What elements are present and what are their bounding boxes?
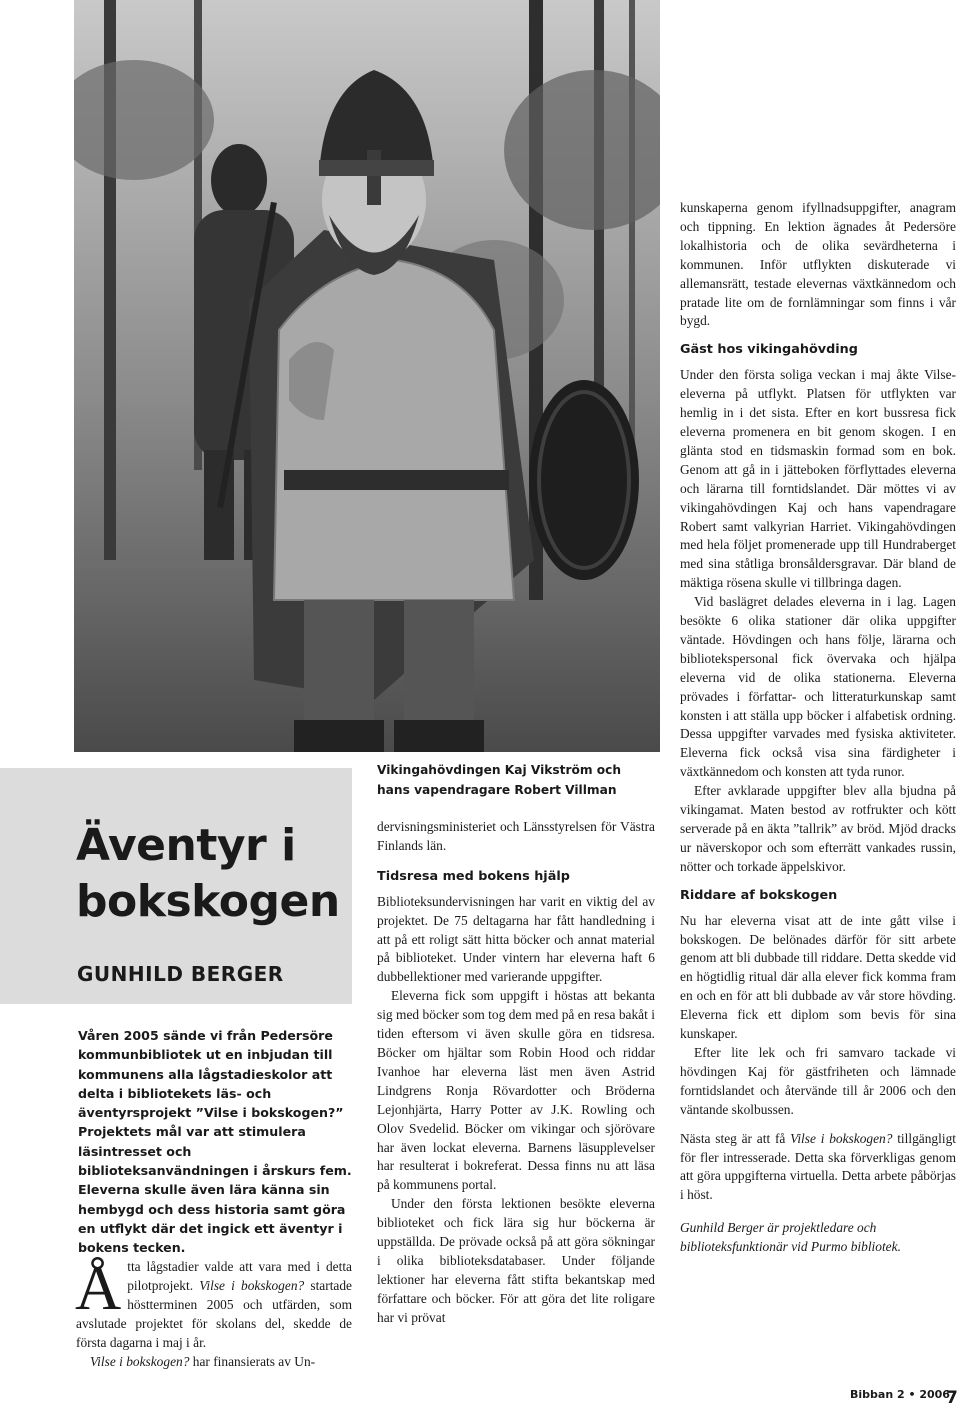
section-heading: Tidsresa med bokens hjälp	[377, 868, 570, 884]
paragraph: Under den första soliga veckan i maj åkte Vilse-eleverna på utflykt. Platsen för utflykten var hemlig in i det sista. Efter en kort bussresa fick eleverna promenera en bit genom skogen. I en glänta stod en tidsmaskin formad som en bok. Genom att gå in i jätteboken förflyttades eleverna och lärarna till forntidslandet. Där möttes vi av vikingahövdingen Kaj och hans vapendragare Robert samt valkyrian Harriet. Vikingahövdingen med hela följet promenerade upp till Hundraberget med sina ståtliga bronsåldersgravar. Där bland de mäktiga rösena skulle vi tillbringa dagen.	[680, 367, 956, 591]
text-run: tillgängligt för fler intresserade. Detta ska förverkligas genom att göra uppgifterna virtuella. Detta arbete påbörjas i höst.	[680, 1130, 956, 1203]
body-column-1	[75, 1252, 352, 1371]
drop-cap: Å	[75, 1252, 122, 1323]
paragraph: Vid baslägret delades eleverna in i lag. Lagen besökte 6 olika stationer där olika uppgifter väntade. Hövdingen och hans följe, lärarna och bibliotekspersonal fick övervaka och hjälpa eleverna vid de olika stationerna. Eleverna prövades i författar- och litteraturkunskap samt konsten i att ställa upp böcker i alfabetisk ordning. Dessa uppgifter varvades med fysiska aktiviteter. Eleverna fick också visa sina färdigheter i växtkännedom och konsten att tyda runor.	[680, 594, 956, 780]
page-number: 7	[946, 1388, 958, 1408]
book-title: Vilse i bokskogen?	[90, 1353, 190, 1369]
paragraph: Eleverna fick som uppgift i höstas att bekanta sig med böcker som tog dem med på en resa bakåt i tiden eftersom vi även skulle göra en tidsresa. Böcker om hjältar som Robin Hood och riddar Ivanhoe har eleverna läst men även Astrid Lindgrens Ronja Rövardotter och Bröderna Lejonhjärta, Harry Potter av J.K. Rowling och Olov Svedelid. Böcker om vikingar och sjörövare har även lockat eleverna. Barnens läsupplevelser har resulterat i bokreferat. Dessa finns nu att läsa på kommunens portal.	[377, 988, 655, 1193]
text-run: tta lågstadier valde att vara med i detta pilotprojekt.	[127, 1259, 352, 1293]
paragraph: Biblioteksundervisningen har varit en viktig del av projektet. De 75 deltagarna har fått handledning i att på ett roligt sätt hitta böcker och annat material på biblioteket. Under vintern har eleverna haft 6 dubbellektioner med varierande uppgifter.	[377, 893, 655, 985]
viking-photo-illustration	[74, 0, 660, 752]
paragraph: Efter lite lek och fri samvaro tackade vi hövdingen Kaj för gästfriheten och lämnade forntidslandet och återvände till år 2006 och den väntande skolbussen.	[680, 1044, 956, 1117]
section-heading: Riddare af bokskogen	[680, 887, 838, 903]
paragraph	[680, 1130, 956, 1206]
paragraph: Nu har eleverna visat att de inte gått vilse i bokskogen. De belönades därför för sitt arbete genom att bli dubbade till riddare. Detta skedde vid en högtidlig ritual där alla elever fick komma fram en och en för att bli dubbade av vår store hövding. Eleverna fick ett diplom som bevis för sina kunskaper.	[680, 912, 956, 1042]
author-bio: Gunhild Berger är projektledare och biblioteksfunktionär vid Purmo bibliotek.	[680, 1220, 901, 1255]
body-column-3	[680, 199, 956, 1257]
book-title: Vilse i bokskogen?	[199, 1277, 305, 1293]
book-title: Vilse i bokskogen?	[790, 1130, 893, 1146]
paragraph: Efter avklarade uppgifter blev alla bjudna på vikingamat. Maten bestod av rotfrukter och kött serverade på en äkta ”tallrik” av bröd. Mjöd dracks ur näverskopor och som efterrätt vankades russin, nötter och torkade äppelskivor.	[680, 783, 956, 874]
article-author: GUNHILD BERGER	[77, 962, 284, 986]
text-run: Nästa steg är att få	[680, 1130, 791, 1146]
text-run: startade höstterminen 2005 och utfärden, som avslutade projektet för skolans del, skedde de första dagarna i maj i år.	[76, 1277, 352, 1350]
body-column-2	[377, 818, 655, 1328]
article-lede: Våren 2005 sände vi från Pedersöre kommunbibliotek ut en inbjudan till kommunens alla lågstadieskolor att delta i bibliotekets läs- och äventyrsprojekt ”Vilse i bokskogen?” Projektets mål var att stimulera läsintresset och biblioteksanvändningen i årskurs fem. Eleverna skulle även lära känna sin hembygd och dess historia samt göra en utflykt där det ingick ett äventyr i bokens tecken.	[78, 1028, 352, 1256]
paragraph: kunskaperna genom ifyllnadsuppgifter, anagram och tippning. En lektion ägnades åt Pedersöre lokalhistoria och de olika sevärdheterna i kommunen. Inför utflykten diskuterade vi allemansrätt, testade elevernas växtkännedom och pratade lite om de fornlämningar som finns i vår bygd.	[680, 200, 956, 329]
section-heading: Gäst hos vikingahövding	[680, 342, 858, 358]
text-run: har finansierats av Un-	[189, 1353, 316, 1369]
viking-photo	[74, 0, 660, 752]
photo-caption: Vikingahövdingen Kaj Vikström och hans vapendragare Robert Villman	[377, 763, 622, 797]
paragraph	[75, 1252, 352, 1353]
paragraph: Under den första lektionen besökte eleverna biblioteket och fick lära sig hur böckerna är uppställda. De prövade också på att göra sökningar i olika biblioteksdatabaser. Under följande lektioner har eleverna fått stifta bekantskap med författare och böcker. För att göra det lite roligare har vi prövat	[377, 1196, 655, 1325]
article-headline: Äventyr i bokskogen	[76, 820, 340, 927]
page-footer: Bibban 2 • 2006	[850, 1388, 950, 1401]
paragraph: dervisningsministeriet och Länsstyrelsen för Västra Finlands län.	[377, 819, 655, 853]
paragraph	[76, 1353, 352, 1372]
